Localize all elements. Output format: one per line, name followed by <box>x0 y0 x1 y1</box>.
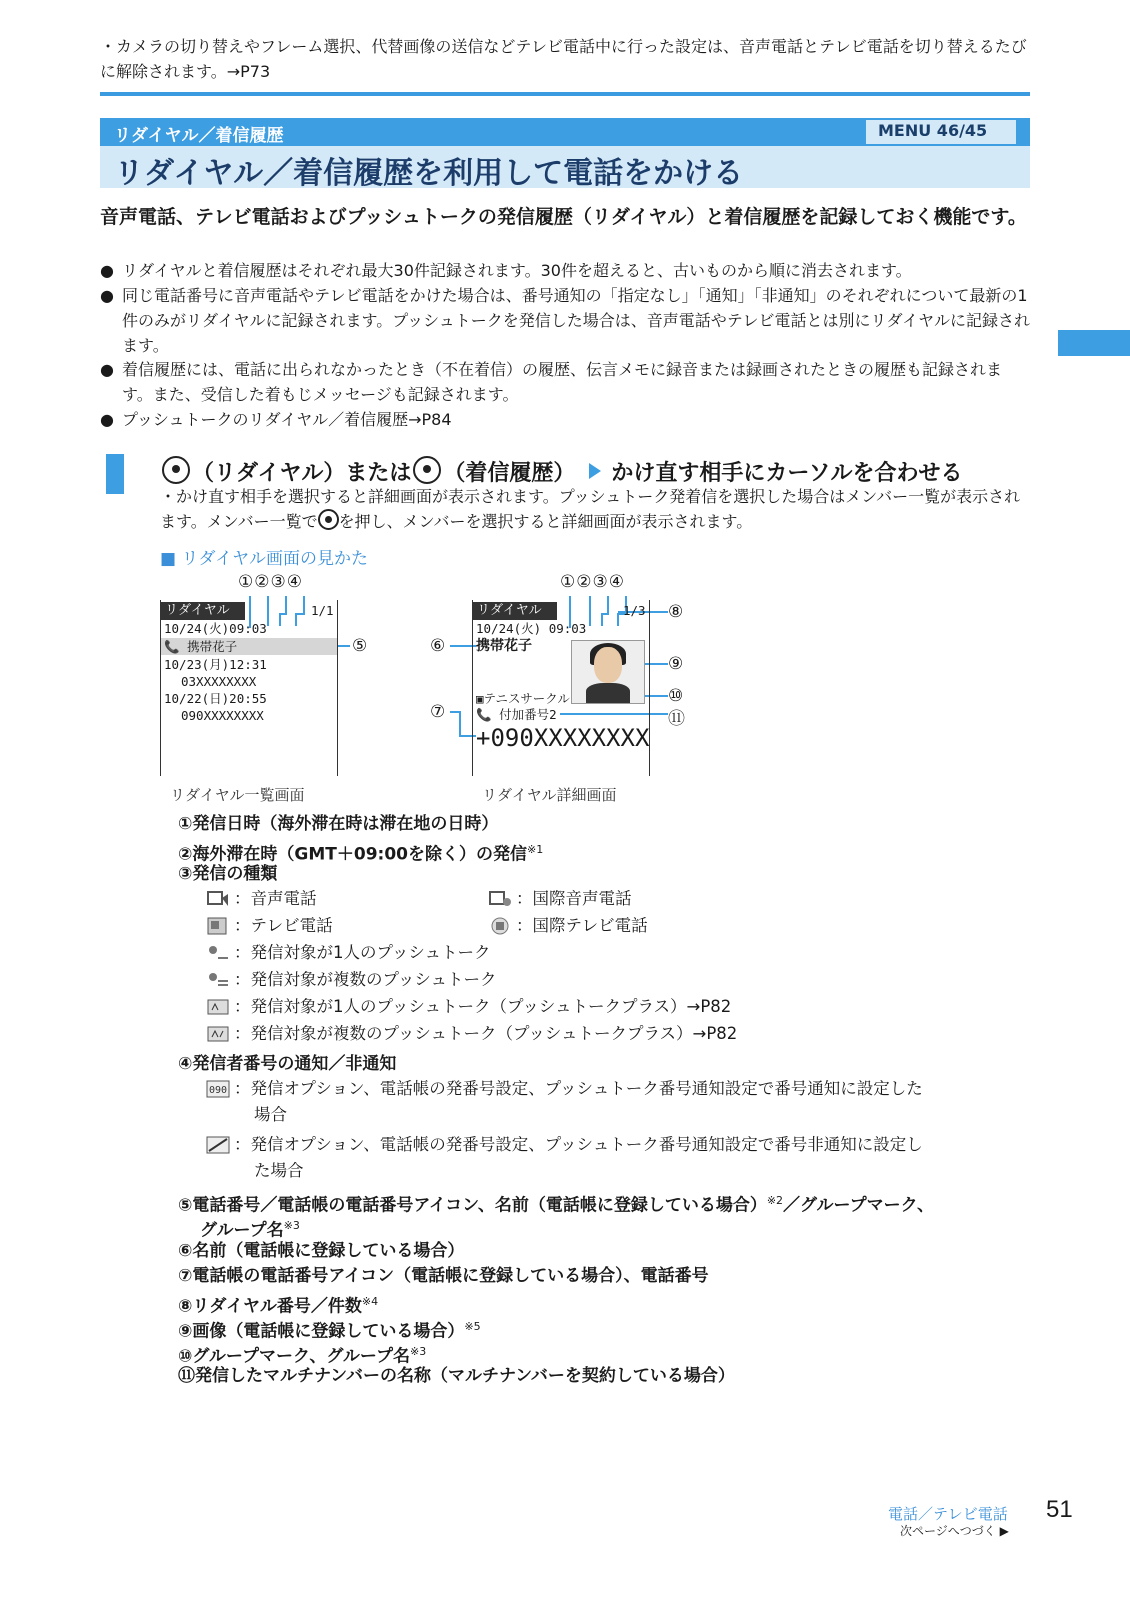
voice-call-icon <box>206 890 230 908</box>
callout-11: ⑪ <box>668 709 685 729</box>
intl-video-call-icon <box>488 917 512 935</box>
push-talk-multi-icon <box>206 971 230 989</box>
contact-name: 携帯花子 <box>476 638 532 654</box>
left-key-icon <box>162 456 190 484</box>
push-talk-plus-single-icon <box>206 998 230 1016</box>
redial-count: 1/1 <box>311 603 334 618</box>
intl-voice-call-icon <box>488 890 512 908</box>
number-notify-on-icon <box>206 1080 230 1098</box>
push-talk-plus-multi-icon <box>206 1025 230 1043</box>
push-talk-single-icon <box>206 944 230 962</box>
step-number-bar <box>106 454 124 494</box>
callout-5: ⑤ <box>352 636 368 656</box>
legend-item-10: ⑩グループマーク、グループ名$^{※3}$ <box>178 1345 427 1367</box>
center-key-icon <box>318 509 339 530</box>
redial-date: 10/23(月)12:31 <box>164 657 267 672</box>
notify-off-text: た場合 <box>254 1161 304 1180</box>
footer-chapter-link[interactable]: 電話／テレビ電話 <box>888 1505 1008 1523</box>
top-rule <box>100 92 1030 96</box>
right-key-icon <box>413 456 441 484</box>
redial-date: 10/22(日)20:55 <box>164 691 267 706</box>
call-type-label: ：音声電話 <box>234 889 317 908</box>
legend-item-1: ①発信日時（海外滞在時は滞在地の日時） <box>178 814 499 834</box>
redial-number: 090XXXXXXXX <box>181 708 264 723</box>
call-type-label: ：発信対象が1人のプッシュトーク <box>234 943 491 962</box>
page-number: 51 <box>1046 1496 1073 1523</box>
notify-off-text: ：発信オプション、電話帳の発番号設定、プッシュトーク番号通知設定で番号非通知に設定し <box>234 1135 923 1154</box>
redial-date: 10/24(火)09:03 <box>164 621 267 636</box>
menu-number: MENU 46/45 <box>878 121 988 140</box>
redial-detail-screen <box>472 600 650 776</box>
top-note: ・カメラの切り替えやフレーム選択、代替画像の送信などテレビ電話中に行った設定は、音声電話とテレビ電話を切り替えるたびに解除されます。→P73 <box>100 37 1027 81</box>
legend-item-11: ⑪発信したマルチナンバーの名称（マルチナンバーを契約している場合） <box>178 1366 735 1386</box>
screen-title: リダイヤル <box>161 602 245 620</box>
callout-9: ⑨ <box>668 654 684 674</box>
footer-next-page: 次ページへつづく ▶ <box>900 1524 1009 1538</box>
legend-item-2: ②海外滞在時（GMT＋09:00を除く）の発信$^{※1}$ <box>178 843 544 865</box>
legend-item-5: ⑤電話番号／電話帳の電話番号アイコン、名前（電話帳に登録している場合）$^{※2}$／グループマーク、 <box>178 1194 935 1216</box>
phone-number: +090XXXXXXXX <box>476 724 650 752</box>
page-title: リダイヤル／着信履歴を利用して電話をかける <box>114 156 744 191</box>
legend-item-7: ⑦電話帳の電話番号アイコン（電話帳に登録している場合）、電話番号 <box>178 1266 709 1286</box>
bullet-item: ● 着信履歴には、電話に出られなかったとき（不在着信）の履歴、伝言メモに録音または録画されたときの履歴も記録されます。また、受信した着もじメッセージも記録されます。 <box>100 360 1003 404</box>
call-type-label: ：発信対象が複数のプッシュトーク（プッシュトークプラス）→P82 <box>234 1024 738 1043</box>
bullet-item: ● プッシュトークのリダイヤル／着信履歴→P84 <box>100 410 452 429</box>
callout-8: ⑧ <box>668 602 684 622</box>
redial-name: 📞 携帯花子 <box>164 639 238 654</box>
bullet-item: ● リダイヤルと着信履歴はそれぞれ最大30件記録されます。30件を超えると、古いものから順に消去されます。 <box>100 261 912 280</box>
screen-guide-heading: ■ リダイヤル画面の見かた <box>160 549 368 569</box>
call-type-label: ：発信対象が複数のプッシュトーク <box>234 970 497 989</box>
notify-on-text: ：発信オプション、電話帳の発番号設定、プッシュトーク番号通知設定で番号通知に設定した <box>234 1079 923 1098</box>
legend-item-4: ④発信者番号の通知／非通知 <box>178 1054 397 1074</box>
number-notify-off-icon <box>206 1136 230 1154</box>
redial-count: 1/3 <box>623 603 646 618</box>
section-label: リダイヤル／着信履歴 <box>114 126 284 146</box>
step-instruction: （リダイヤル）または （着信履歴） かけ直す相手にカーソルを合わせる <box>160 456 962 490</box>
notify-on-text: 場合 <box>254 1105 287 1124</box>
list-screen-caption: リダイヤル一覧画面 <box>170 786 305 804</box>
detail-screen-caption: リダイヤル詳細画面 <box>482 786 617 804</box>
callout-10: ⑩ <box>668 686 684 706</box>
call-type-label: ：発信対象が1人のプッシュトーク（プッシュトークプラス）→P82 <box>234 997 732 1016</box>
lead-text: 音声電話、テレビ電話およびプッシュトークの発信履歴（リダイヤル）と着信履歴を記録しておく機能です。 <box>100 206 1027 228</box>
screen-title: リダイヤル <box>473 602 557 620</box>
redial-number: 03XXXXXXXX <box>181 674 257 689</box>
callout-6: ⑥ <box>430 636 446 656</box>
redial-list-screen <box>160 600 338 776</box>
step-arrow-icon <box>589 463 601 479</box>
legend-item-9: ⑨画像（電話帳に登録している場合）$^{※5}$ <box>178 1320 481 1342</box>
video-call-icon <box>206 917 230 935</box>
call-type-label: ：国際音声電話 <box>516 889 632 908</box>
chapter-side-tab <box>1058 330 1130 356</box>
legend-item-8: ⑧リダイヤル番号／件数$^{※4}$ <box>178 1295 379 1317</box>
bullet-item: ● 同じ電話番号に音声電話やテレビ電話をかけた場合は、番号通知の「指定なし」「通知」「非通知」のそれぞれについて最新の1件のみがリダイヤルに記録されます。プッシュトークを発信した場合は、音声電話やテレビ電話とは別にリダイヤルに記録されます。 <box>100 286 1031 355</box>
svg-text:090: 090 <box>209 1085 228 1096</box>
legend-item-5-cont: グループ名$^{※3}$ <box>200 1219 300 1241</box>
call-type-label: ：テレビ電話 <box>234 916 333 935</box>
redial-date: 10/24(火) 09:03 <box>476 621 587 636</box>
callout-1-4-right: ①②③④ <box>560 572 625 592</box>
contact-photo <box>571 640 645 704</box>
multi-number-name: 📞 付加番号2 <box>476 707 557 722</box>
group-name: ▣テニスサークル <box>476 691 570 706</box>
step-note: ・かけ直す相手を選択すると詳細画面が表示されます。プッシュトーク発着信を選択した場合はメンバー一覧が表示されます。メンバー一覧で を押し、メンバーを選択すると詳細画面が表示されます。 <box>160 487 1021 531</box>
legend-item-3: ③発信の種類 <box>178 864 278 884</box>
callout-1-4-left: ①②③④ <box>238 572 303 592</box>
legend-item-6: ⑥名前（電話帳に登録している場合） <box>178 1241 465 1261</box>
call-type-label: ：国際テレビ電話 <box>516 916 648 935</box>
callout-7: ⑦ <box>430 702 446 722</box>
